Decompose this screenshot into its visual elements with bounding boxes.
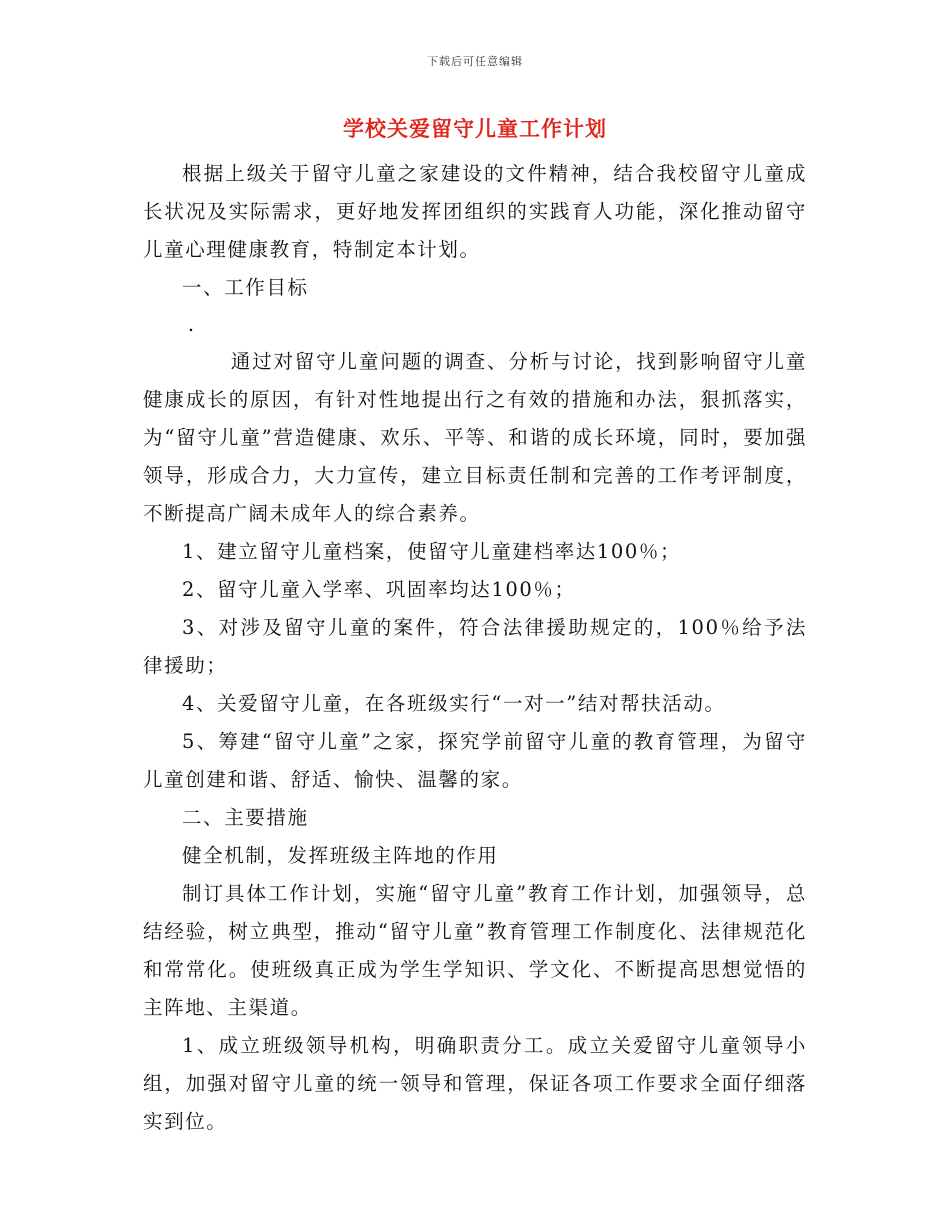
header-note: 下载后可任意编辑: [427, 55, 523, 68]
list-item-measure-1: 1、成立班级领导机构，明确职责分工。成立关爱留守儿童领导小组，加强对留守儿童的统一领导和管理，保证各项工作要求全面仔细落实到位。: [143, 1034, 807, 1133]
section-heading-goals: 一、工作目标: [182, 276, 309, 299]
list-item-goal-2: 2、留守儿童入学率、巩固率均达100％；: [182, 578, 576, 601]
paragraph-mechanism: 制订具体工作计划，实施“留守儿童”教育工作计划，加强领导，总结经验，树立典型，推动“留守儿童”教育管理工作制度化、法律规范化和常常化。使班级真正成为学生学知识、学文化、不断提高思想觉悟的主阵地、主渠道。: [143, 882, 807, 1019]
paragraph-intro: 根据上级关于留守儿童之家建设的文件精神，结合我校留守儿童成长状况及实际需求，更好地发挥团组织的实践育人功能，深化推动留守儿童心理健康教育，特制定本计划。: [143, 162, 807, 261]
subheading-mechanism: 健全机制，发挥班级主阵地的作用: [182, 844, 499, 867]
document-title: 学校关爱留守儿童工作计划: [343, 116, 607, 141]
paragraph-dot: .: [187, 313, 196, 336]
list-item-goal-3: 3、对涉及留守儿童的案件，符合法律援助规定的，100％给予法律援助；: [143, 616, 807, 677]
list-item-goal-5: 5、筹建“留守儿童”之家，探究学前留守儿童的教育管理，为留守儿童创建和谐、舒适、愉快、温馨的家。: [143, 730, 807, 791]
section-heading-measures: 二、主要措施: [182, 806, 309, 829]
list-item-goal-4: 4、关爱留守儿童，在各班级实行“一对一”结对帮扶活动。: [182, 692, 726, 715]
paragraph-goals-overview: 通过对留守儿童问题的调查、分析与讨论，找到影响留守儿童健康成长的原因，有针对性地提出行之有效的措施和办法，狠抓落实，为“留守儿童”营造健康、欢乐、平等、和谐的成长环境，同时，要加强领导，形成合力，大力宣传，建立目标责任制和完善的工作考评制度，不断提高广阔未成年人的综合素养。: [143, 350, 807, 525]
list-item-goal-1: 1、建立留守儿童档案，使留守儿童建档率达100％；: [182, 540, 682, 563]
document-body: [143, 155, 807, 1141]
